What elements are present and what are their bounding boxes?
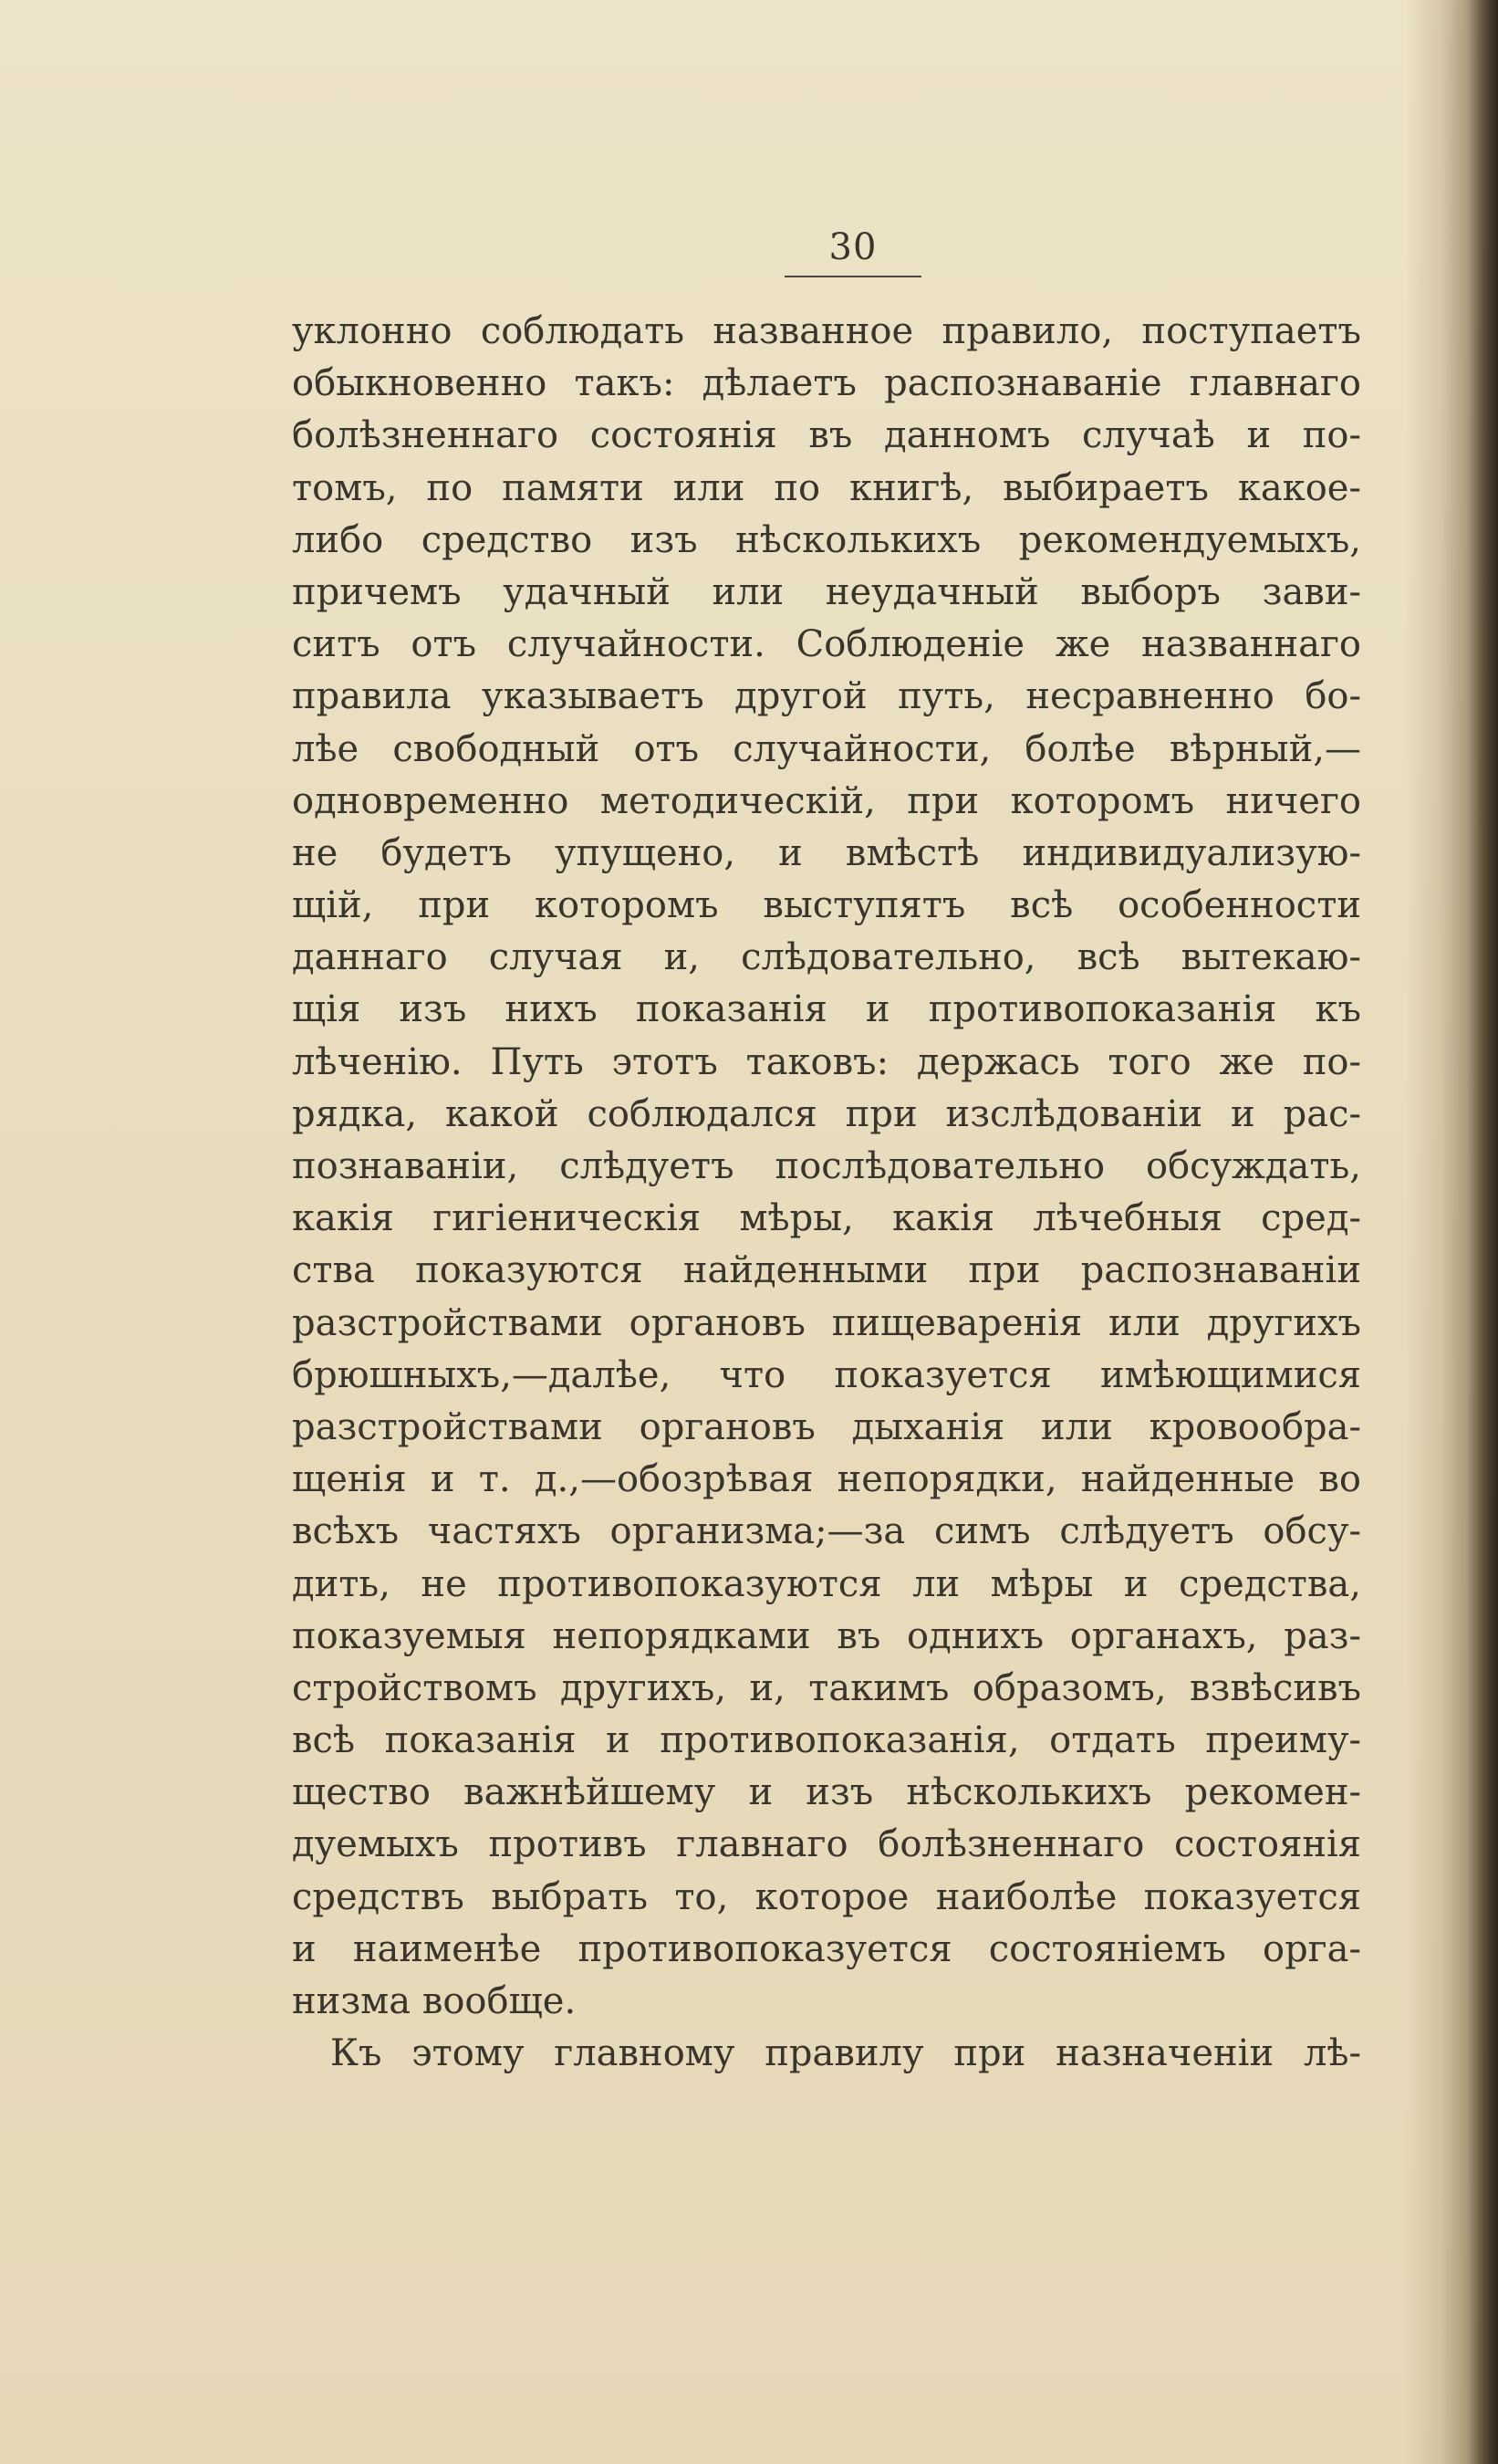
text-line: дить, не противопоказуются ли мѣры и средства, — [292, 1562, 1361, 1605]
text-line: всѣхъ частяхъ организма;—за симъ слѣдуетъ обсу- — [292, 1510, 1361, 1553]
text-line: познаванiи, слѣдуетъ послѣдовательно обсуждать, — [292, 1145, 1361, 1187]
text-line: лѣе свободный отъ случайности, болѣе вѣрный,— — [292, 727, 1361, 770]
text-line: всѣ показанiя и противопоказанiя, отдать преиму- — [292, 1719, 1361, 1762]
page-number: 30 — [828, 226, 878, 268]
text-line: либо средство изъ нѣсколькихъ рекомендуемыхъ, — [292, 518, 1361, 561]
text-line: щiй, при которомъ выступятъ всѣ особенности — [292, 884, 1361, 927]
text-line: обыкновенно такъ: дѣлаетъ распознаванiе главнаго — [292, 362, 1361, 405]
text-line: ситъ отъ случайности. Соблюденiе же названнаго — [292, 623, 1361, 666]
paragraph-first-line: Къ этому главному правилу при назначенiи лѣ- — [330, 2032, 1361, 2075]
text-line: одновременно методическiй, при которомъ ничего — [292, 779, 1361, 822]
text-line: показуемыя непорядками въ однихъ органахъ, раз- — [292, 1614, 1361, 1657]
text-line: не будетъ упущено, и вмѣстѣ индивидуализую- — [292, 831, 1361, 874]
text-line: средствъ выбрать то, которое наиболѣе показуется — [292, 1875, 1361, 1918]
text-line: дуемыхъ противъ главнаго болѣзненнаго состоянiя — [292, 1823, 1361, 1866]
text-line: щiя изъ нихъ показанiя и противопоказанiя къ — [292, 988, 1361, 1031]
text-line: томъ, по памяти или по книгѣ, выбираетъ какое- — [292, 466, 1361, 509]
text-line: причемъ удачный или неудачный выборъ зави- — [292, 570, 1361, 613]
text-line: болѣзненнаго состоянiя въ данномъ случаѣ и по- — [292, 414, 1361, 457]
text-line: стройствомъ другихъ, и, такимъ образомъ, взвѣсивъ — [292, 1666, 1361, 1709]
text-line: какiя гигiеническiя мѣры, какiя лѣчебныя сред- — [292, 1197, 1361, 1240]
body-text — [292, 306, 1361, 2080]
text-line: лѣченiю. Путь этотъ таковъ: держась того же по- — [292, 1040, 1361, 1083]
text-line: рядка, какой соблюдался при изслѣдованiи и рас- — [292, 1092, 1361, 1135]
text-line: ства показуются найденными при распознаванiи — [292, 1249, 1361, 1292]
text-line: даннаго случая и, слѣдовательно, всѣ вытекаю- — [292, 936, 1361, 979]
text-line: брюшныхъ,—далѣе, что показуется имѣющимися — [292, 1353, 1361, 1396]
text-line: щество важнѣйшему и изъ нѣсколькихъ рекомен- — [292, 1771, 1361, 1814]
text-line: и наименѣе противопоказуется состоянiемъ орга- — [292, 1927, 1361, 1970]
text-line: правила указываетъ другой путь, несравненно бо- — [292, 675, 1361, 718]
text-line: разстройствами органовъ дыханiя или кровообра- — [292, 1405, 1361, 1448]
header-rule — [785, 276, 921, 277]
text-line: разстройствами органовъ пищеваренiя или другихъ — [292, 1301, 1361, 1344]
text-line: уклонно соблюдать названное правило, поступаетъ — [292, 310, 1361, 352]
text-line: низма вообще. — [292, 1980, 577, 2022]
text-line: щенiя и т. д.,—обозрѣвая непорядки, найденные во — [292, 1458, 1361, 1501]
